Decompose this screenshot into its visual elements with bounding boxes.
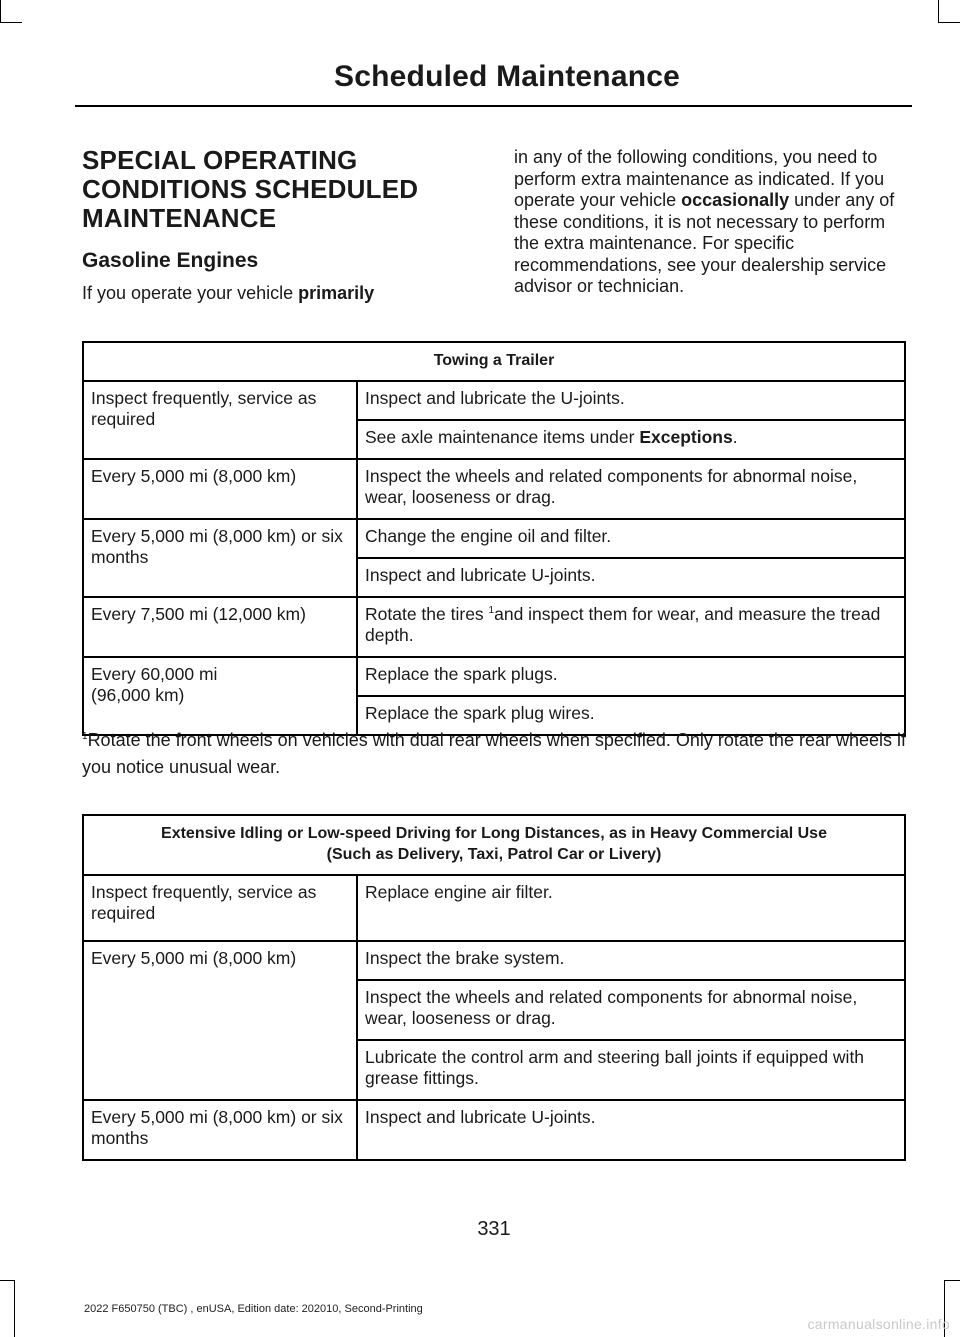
action-cell: Inspect the wheels and related components for abnormal noise, wear, looseness or drag. bbox=[357, 459, 905, 519]
table-row bbox=[83, 941, 905, 980]
subsection-title: Gasoline Engines bbox=[82, 249, 259, 272]
interval-cell: Every 5,000 mi (8,000 km) or six months bbox=[83, 1100, 357, 1160]
action-cell: Replace the spark plugs. bbox=[357, 657, 905, 696]
interval-text: Every 60,000 mi bbox=[91, 664, 218, 684]
action-cell: Replace engine air filter. bbox=[357, 875, 905, 941]
crop-mark bbox=[944, 1280, 960, 1281]
footnote-text: Rotate the front wheels on vehicles with dual rear wheels when specified. Only rotate the rear wheels if you notice unusual wear. bbox=[82, 730, 906, 777]
action-text: See axle maintenance items under bbox=[365, 427, 640, 447]
crop-mark bbox=[14, 1280, 15, 1337]
table-row bbox=[83, 381, 905, 420]
crop-mark bbox=[0, 1280, 14, 1281]
table-header-row bbox=[83, 342, 905, 381]
intro-left-column bbox=[82, 146, 482, 305]
crop-mark bbox=[938, 0, 939, 22]
intro-emphasis-primarily: primarily bbox=[298, 283, 375, 303]
intro-paragraph-start bbox=[82, 283, 482, 305]
footnote-marker: 1 bbox=[488, 605, 495, 617]
action-cell: Change the engine oil and filter. bbox=[357, 519, 905, 558]
section-title-line: CONDITIONS SCHEDULED bbox=[82, 174, 419, 204]
interval-cell: Every 5,000 mi (8,000 km) bbox=[83, 941, 357, 1100]
interval-text: (96,000 km) bbox=[91, 685, 185, 705]
action-text: . bbox=[732, 427, 738, 447]
section-title bbox=[82, 146, 482, 233]
table-row bbox=[83, 657, 905, 696]
exceptions-reference: Exceptions bbox=[639, 427, 733, 447]
extensive-idling-table bbox=[82, 814, 906, 1161]
action-cell: Lubricate the control arm and steering ball joints if equipped with grease fittings. bbox=[357, 1040, 905, 1100]
intro-text: under any of these conditions, it is not necessary to perform the extra maintenance. For specific recommendations, see your dealership service advisor or technician. bbox=[514, 190, 895, 296]
intro-right-column bbox=[514, 147, 906, 298]
section-title-line: SPECIAL OPERATING bbox=[82, 145, 358, 175]
table-row bbox=[83, 1100, 905, 1160]
interval-cell bbox=[83, 657, 357, 735]
intro-text: in any of the following conditions, you need to perform extra maintenance as indicated. If you operate your vehicle bbox=[514, 147, 885, 210]
edition-info: 2022 F650750 (TBC) , enUSA, Edition date: 202010, Second-Printing bbox=[84, 1303, 423, 1315]
crop-mark bbox=[938, 22, 960, 23]
intro-text: If you operate your vehicle bbox=[82, 283, 299, 303]
table-row bbox=[83, 459, 905, 519]
interval-cell: Every 7,500 mi (12,000 km) bbox=[83, 597, 357, 657]
action-cell: Inspect and lubricate U-joints. bbox=[357, 558, 905, 597]
action-cell: Inspect the brake system. bbox=[357, 941, 905, 980]
crop-mark bbox=[0, 22, 22, 23]
interval-cell: Every 5,000 mi (8,000 km) bbox=[83, 459, 357, 519]
action-cell bbox=[357, 597, 905, 657]
table-title-line: Extensive Idling or Low-speed Driving for Long Distances, as in Heavy Commercial Use bbox=[161, 825, 827, 842]
page-number: 331 bbox=[477, 1218, 511, 1240]
table-row bbox=[83, 519, 905, 558]
table-row bbox=[83, 875, 905, 941]
towing-trailer-table bbox=[82, 341, 906, 736]
page-header-title: Scheduled Maintenance bbox=[334, 60, 680, 93]
table-row bbox=[83, 597, 905, 657]
crop-mark bbox=[0, 0, 1, 22]
action-cell: Inspect and lubricate the U-joints. bbox=[357, 381, 905, 420]
action-cell: Inspect the wheels and related components for abnormal noise, wear, looseness or drag. bbox=[357, 980, 905, 1040]
table-title bbox=[83, 815, 905, 875]
intro-emphasis-occasionally: occasionally bbox=[681, 190, 790, 210]
interval-cell: Every 5,000 mi (8,000 km) or six months bbox=[83, 519, 357, 597]
watermark: carmanualsonline.info bbox=[807, 1316, 950, 1332]
table-title-line: (Such as Delivery, Taxi, Patrol Car or Livery) bbox=[326, 846, 662, 863]
action-cell bbox=[357, 420, 905, 459]
table-footnote bbox=[82, 727, 906, 781]
interval-cell: Inspect frequently, service as required bbox=[83, 381, 357, 459]
footnote-marker: 1 bbox=[82, 731, 88, 742]
table-header-row bbox=[83, 815, 905, 875]
header-divider bbox=[75, 105, 912, 107]
action-text: Rotate the tires bbox=[365, 604, 489, 624]
action-cell: Replace the spark plug wires. bbox=[357, 696, 905, 735]
table-title: Towing a Trailer bbox=[83, 342, 905, 381]
action-cell: Inspect and lubricate U-joints. bbox=[357, 1100, 905, 1160]
interval-cell: Inspect frequently, service as required bbox=[83, 875, 357, 941]
action-text: and inspect them for wear, and measure the tread depth. bbox=[365, 604, 881, 645]
section-title-line: MAINTENANCE bbox=[82, 203, 277, 233]
